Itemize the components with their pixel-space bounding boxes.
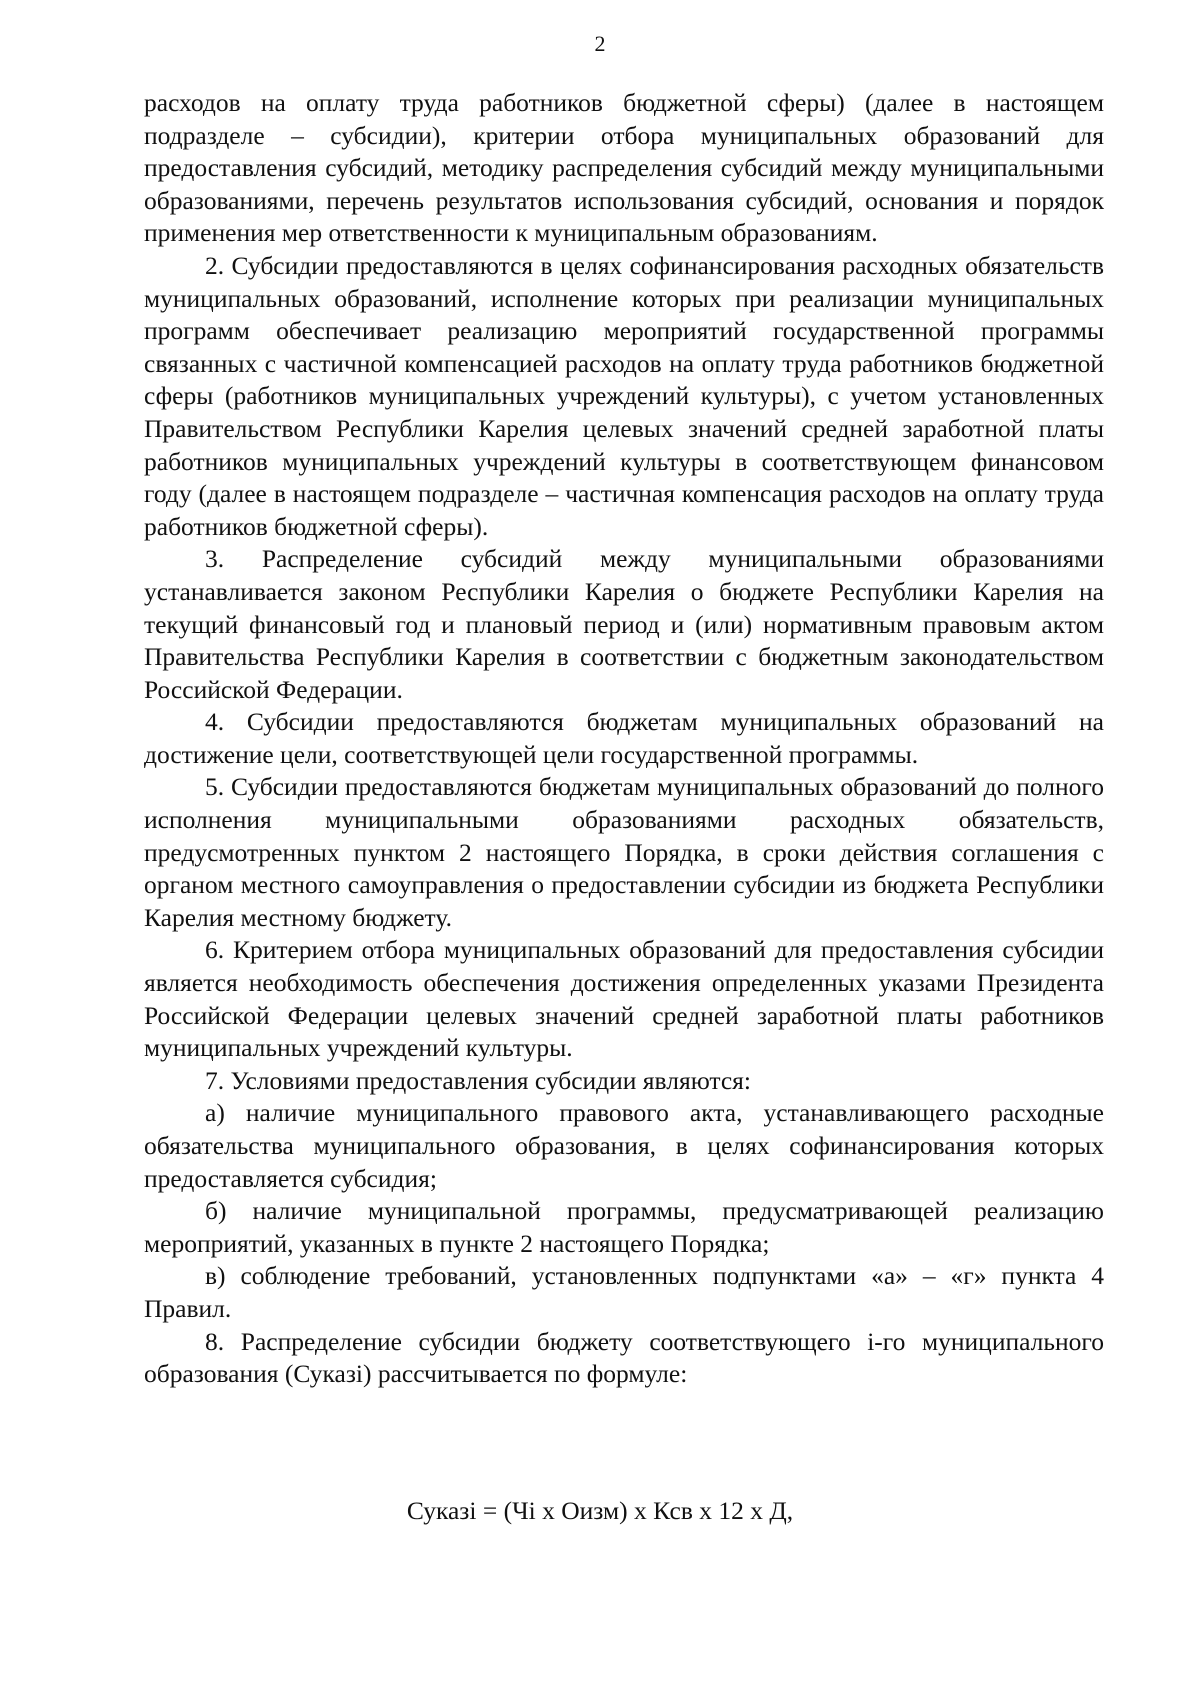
paragraph-intro-continuation: расходов на оплату труда работников бюджетной сферы) (далее в настоящем подразделе – субсидии), критерии отбора муниципальных образований для предоставления субсидий, методику распределения субсидий между муниципальными образованиями, перечень результатов использования субсидий, основания и порядок применения мер ответственности к муниципальным образованиям. [144, 88, 1104, 248]
paragraph-subitem-v: в) соблюдение требований, установленных подпунктами «а» – «г» пункта 4 Правил. [144, 1261, 1104, 1323]
paragraph-item-2: 2. Субсидии предоставляются в целях софинансирования расходных обязательств муниципальных образований, исполнение которых при реализации муниципальных программ обеспечивает реализацию мероприятий государственной программы связанных с частичной компенсацией расходов на оплату труда работников бюджетной сферы (работников муниципальных учреждений культуры), с учетом установленных Правительством Республики Карелия целевых значений средней заработной платы работников муниципальных учреждений культуры в соответствующем финансовом году (далее в настоящем подразделе – частичная компенсация расходов на оплату труда работников бюджетной сферы). [144, 250, 1104, 541]
paragraph-item-5: 5. Субсидии предоставляются бюджетам муниципальных образований до полного исполнения муниципальными образованиями расходных обязательств, предусмотренных пунктом 2 настоящего Порядка, в сроки действия соглашения с органом местного самоуправления о предоставлении субсидии из бюджета Республики Карелия местному бюджету. [144, 772, 1104, 932]
paragraph-item-7: 7. Условиями предоставления субсидии являются: [205, 1065, 751, 1095]
formula: Суказi = (Чi х Оизм) х Ксв х 12 х Д, [406, 1496, 794, 1525]
paragraph-item-4: 4. Субсидии предоставляются бюджетам муниципальных образований на достижение цели, соответствующей цели государственной программы. [144, 707, 1104, 769]
paragraph-item-6: 6. Критерием отбора муниципальных образований для предоставления субсидии является необходимость обеспечения достижения определенных указами Президента Российской Федерации целевых значений средней заработной платы работников муниципальных учреждений культуры. [144, 935, 1104, 1063]
paragraph-item-3: 3. Распределение субсидий между муниципальными образованиями устанавливается законом Республики Карелия о бюджете Республики Карелия на текущий финансовый год и плановый период и (или) нормативным правовым актом Правительства Республики Карелия в соответствии с бюджетным законодательством Российской Федерации. [144, 544, 1104, 704]
page-number: 2 [594, 31, 606, 56]
paragraph-item-8: 8. Распределение субсидии бюджету соответствующего i-го муниципального образования (Суказi) рассчитывается по формуле: [144, 1326, 1104, 1389]
document-body [144, 87, 1104, 1391]
paragraph-subitem-a: а) наличие муниципального правового акта, устанавливающего расходные обязательства муниципального образования, в целях софинансирования которых предоставляется субсидия; [144, 1098, 1104, 1193]
paragraph-subitem-b: б) наличие муниципальной программы, предусматривающей реализацию мероприятий, указанных в пункте 2 настоящего Порядка; [144, 1196, 1104, 1258]
